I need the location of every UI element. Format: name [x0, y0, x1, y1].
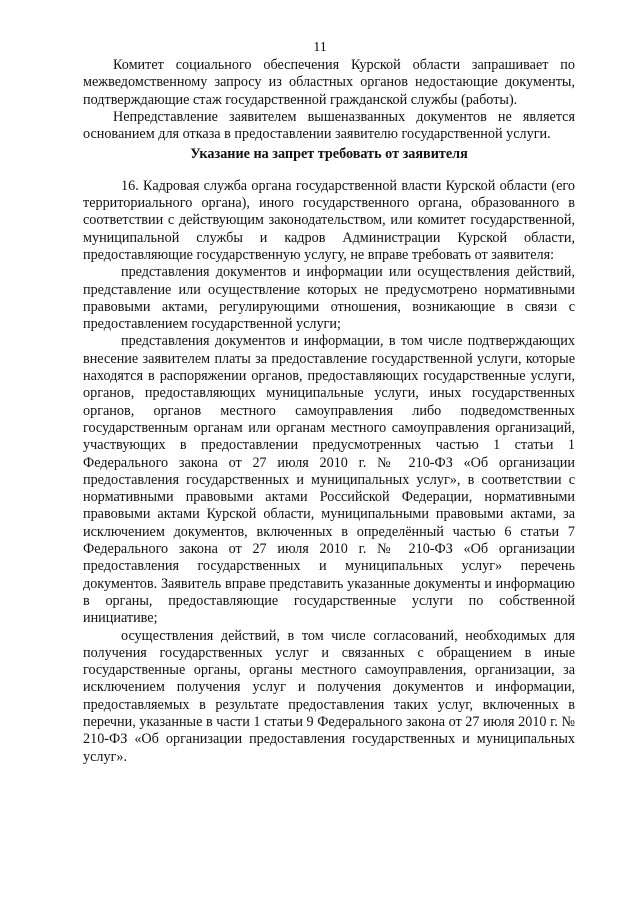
paragraph-item-actions-approvals: осуществления действий, в том числе согласований, необходимых для получения государственных услуг и связанных с обращением в иные государственные органы, органы местного самоуправления, организации, за исключением получения услуг и получения документов и информации, предоставляемых в результате предоставления таких услуг, включенных в перечни, указанные в части 1 статьи 9 Федерального закона от 27 июля 2010 г. № 210-ФЗ «Об организации предоставления государственных и муниципальных услуг».	[83, 627, 575, 765]
section-heading: Указание на запрет требовать от заявителя	[190, 146, 468, 163]
paragraph-non-submission: Непредставление заявителем вышеназванных документов не является основанием для отказа в предоставлении заявителю государственной услуги.	[83, 108, 575, 143]
page-number: 11	[313, 40, 327, 55]
document-body	[83, 57, 575, 766]
paragraph-section-16-intro: 16. Кадровая служба органа государственной власти Курской области (его территориального органа), иного государственного органа, образованного в соответствии с действующим законодательством, или комитет государственной, муниципальной службы и кадров Администрации Курской области, предоставляющие государственную услугу, не вправе требовать от заявителя:	[83, 177, 575, 263]
paragraph-item-documents-not-required: представления документов и информации или осуществления действий, представление или осуществление которых не предусмотрено нормативными правовыми актами, регулирующими отношения, возникающие в связи с предоставлением государственной услуги;	[83, 264, 575, 333]
paragraph-item-documents-held-by-agencies: представления документов и информации, в том числе подтверждающих внесение заявителем платы за предоставление государственной услуги, которые находятся в распоряжении органов, предоставляющих государственные услуги, органов, предоставляющих муниципальные услуги, иных государственных органов, органов местного самоуправления либо подведомственных государственным органам или органам местного самоуправления организаций, участвующих в предоставлении предусмотренных частью 1 статьи 1 Федерального закона от 27 июля 2010 г. № 210-ФЗ «Об организации предоставления государственных и муниципальных услуг», в соответствии с нормативными правовыми актами Российской Федерации, нормативными правовыми актами Курской области, муниципальными правовыми актами, за исключением документов, включенных в определённый частью 6 статьи 7 Федерального закона от 27 июля 2010 г. № 210-ФЗ «Об организации предоставления государственных и муниципальных услуг» перечень документов. Заявитель вправе представить указанные документы и информацию в органы, предоставляющие государственные услуги по собственной инициативе;	[83, 333, 575, 627]
paragraph-committee-request: Комитет социального обеспечения Курской области запрашивает по межведомственному запросу из областных органов недостающие документы, подтверждающие стаж государственной гражданской службы (работы).	[83, 57, 575, 108]
